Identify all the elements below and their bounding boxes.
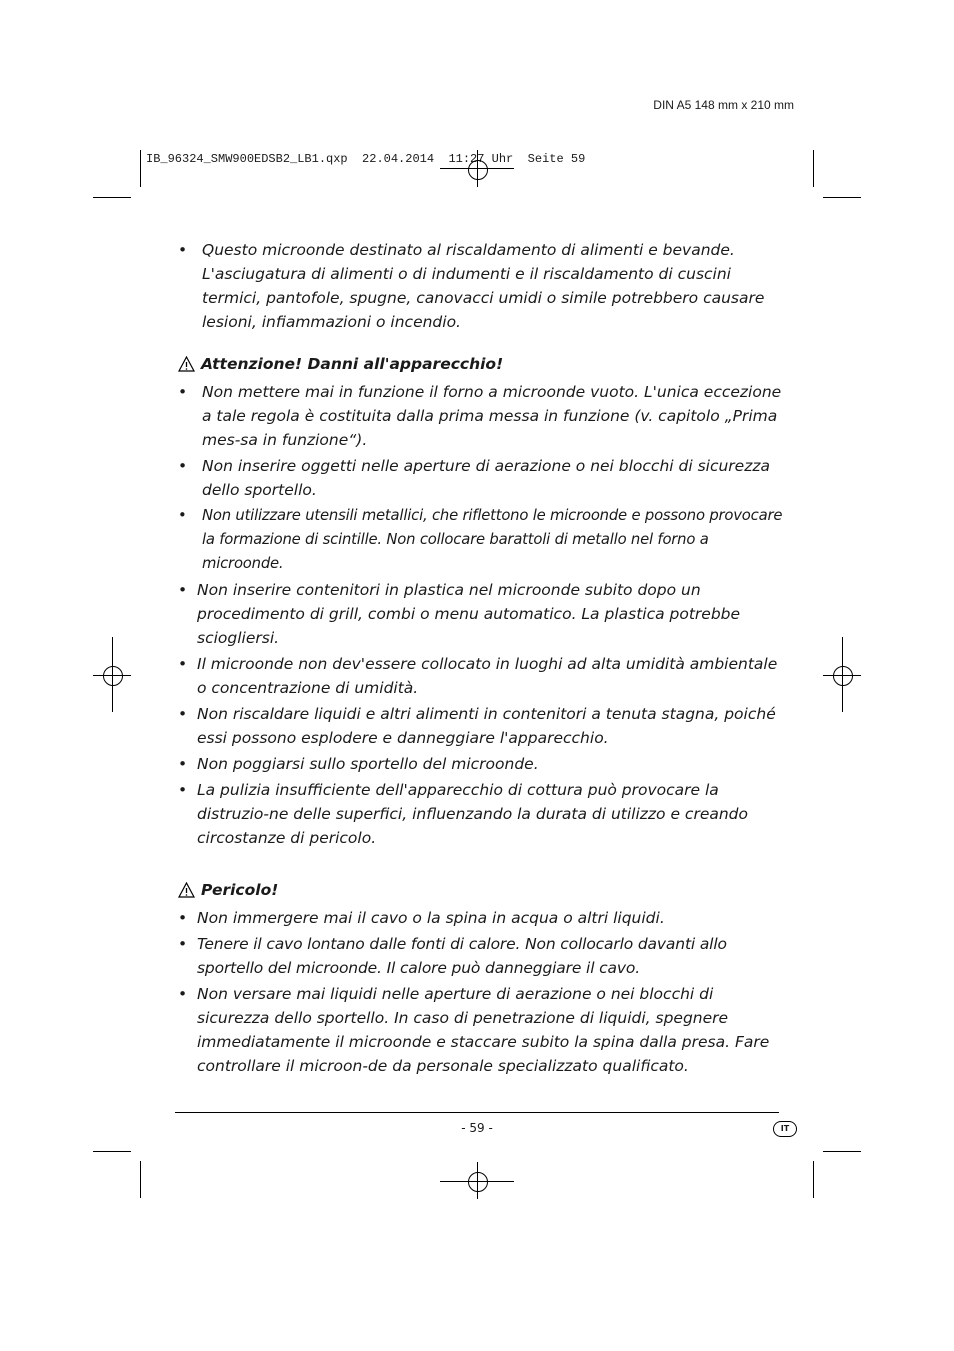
list-item: • Non inserire contenitori in plastica nel microonde subito dopo un procedimento di grill, combi o menu automatico. La plastica potrebbe sciogliersi. [175,578,785,650]
section1-list [175,238,785,334]
list-item: • Il microonde non dev'essere collocato in luoghi ad alta umidità ambientale o concentrazione di umidità. [175,652,785,700]
crop-mark [813,150,814,187]
section3-list [175,906,785,1078]
crop-mark [823,1151,861,1152]
crop-mark [813,1161,814,1198]
list-item: • Questo microonde destinato al riscaldamento di alimenti e bevande. L'asciugatura di alimenti o di indumenti e il riscaldamento di cuscini termici, pantofole, spugne, canovacci umidi o simile potrebbero causare lesioni, infiammazioni o incendio. [175,238,785,334]
section-heading-text: Attenzione! Danni all'apparecchio! [201,355,504,373]
section2-list-b [175,578,785,850]
crop-mark [140,150,141,187]
registration-circle [103,666,123,686]
warning-triangle-icon [178,882,195,898]
list-item: • Non poggiarsi sullo sportello del microonde. [175,752,785,776]
crop-mark [93,1151,131,1152]
section2-list-a [175,380,785,576]
file-info-slug: IB_96324_SMW900EDSB2_LB1.qxp 22.04.2014 11:27 Uhr Seite 59 [146,152,586,166]
list-item: • Non versare mai liquidi nelle aperture di aerazione o nei blocchi di sicurezza dello sportello. In caso di penetrazione di liquidi, spegnere immediatamente il microonde e staccare subito la spina dalla presa. Fare controllare il microon-de da personale specializzato qualificato. [175,982,785,1078]
list-item: • Non mettere mai in funzione il forno a microonde vuoto. L'unica eccezione a tale regola è costituita dalla prima messa in funzione (v. capitolo „Prima mes-sa in funzione“). [175,380,785,452]
section-heading-damage [178,352,785,376]
crop-mark [823,197,861,198]
footer-rule [175,1112,779,1113]
section-heading-danger [178,878,785,902]
list-item: • Non riscaldare liquidi e altri alimenti in contenitori a tenuta stagna, poiché essi possono esplodere e danneggiare l'apparecchio. [175,702,785,750]
crop-mark [93,197,131,198]
page-number: - 59 - [461,1121,493,1135]
list-item: • Non inserire oggetti nelle aperture di aerazione o nei blocchi di sicurezza dello sportello. [175,454,785,502]
list-item: • Tenere il cavo lontano dalle fonti di calore. Non collocarlo davanti allo sportello del microonde. Il calore può danneggiare il cavo. [175,932,785,980]
list-item: • Non immergere mai il cavo o la spina in acqua o altri liquidi. [175,906,785,930]
page-content [175,238,785,1080]
registration-circle [468,160,488,180]
crop-mark [140,1161,141,1198]
registration-circle [468,1172,488,1192]
warning-triangle-icon [178,356,195,372]
section-heading-text: Pericolo! [201,881,279,899]
registration-circle [833,666,853,686]
din-format-label: DIN A5 148 mm x 210 mm [653,98,794,112]
list-item: • La pulizia insufficiente dell'apparecchio di cottura può provocare la distruzio-ne delle superfici, influenzando la durata di utilizzo e creando circostanze di pericolo. [175,778,785,850]
language-badge: IT [773,1121,797,1137]
list-item: • Non utilizzare utensili metallici, che riflettono le microonde e possono provocare la formazione di scintille. Non collocare barattoli di metallo nel forno a microonde. [175,504,785,576]
